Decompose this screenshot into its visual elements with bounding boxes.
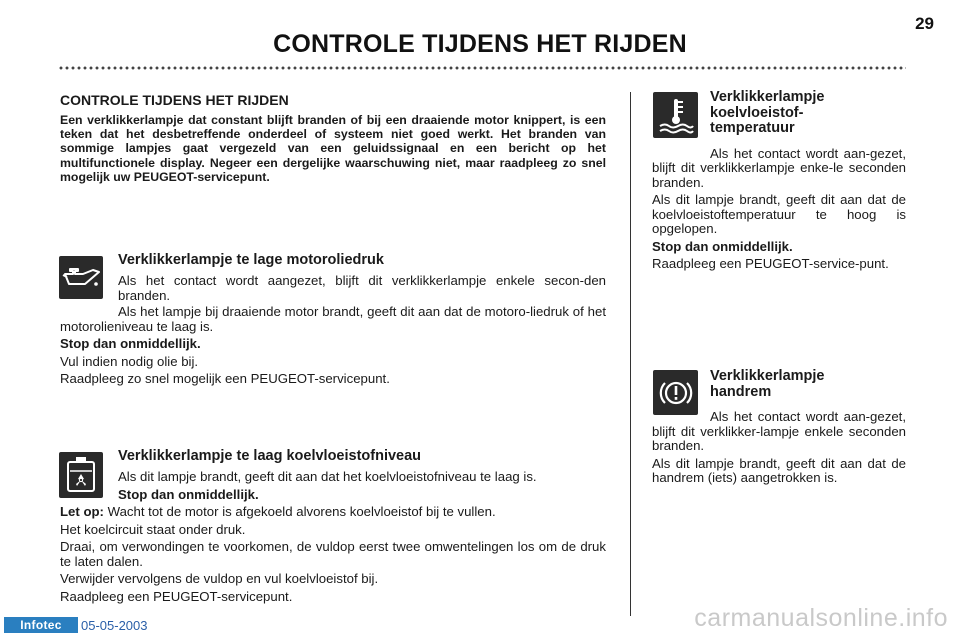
intro-body: Een verklikkerlampje dat constant blijft branden of bij een draaiende motor knippert, is een teken dat het desbetreffende onderdeel of systeem niet goed werkt. Het branden van sommige lampjes gaat vergezeld van een geluidssignaal en een bericht op het multifunctionele display. Negeer een dergelijke waarschuwing niet, maar raadpleeg zo snel mogelijk uw PEUGEOT-servicepunt.: [60, 113, 606, 184]
handbrake-p1: Als het contact wordt aan-gezet, blijft dit verklikker-lampje enkele seconden branden.: [652, 409, 906, 453]
coolant-level-p6: Verwijder vervolgens de vuldop en vul koelvloeistof bij.: [60, 571, 379, 586]
oil-p2: Als het lampje bij draaiende motor brandt, geeft dit aan dat de motoro-liedruk of het motorolieniveau te laag is.: [60, 304, 606, 334]
let-op-text: Wacht tot de motor is afgekoeld alvorens koelvloeistof bij te vullen.: [103, 504, 496, 519]
watermark: carmanualsonline.info: [694, 604, 948, 632]
coolant-temp-title-3: temperatuur: [710, 120, 795, 136]
page-number: 29: [915, 14, 934, 33]
oil-title: Verklikkerlampje te lage motoroliedruk: [118, 252, 384, 268]
coolant-level-title: Verklikkerlampje te laag koelvloeistofniveau: [118, 448, 422, 464]
infotec-logo: Infotec: [4, 617, 78, 633]
column-divider: [630, 92, 631, 616]
coolant-level-p5: Draai, om verwondingen te voorkomen, de vuldop eerst twee omwentelingen los om de druk te laten dalen.: [60, 539, 606, 569]
oil-p1: Als het contact wordt aangezet, blijft dit verklikkerlampje enkele secon-den branden.: [118, 273, 606, 303]
coolant-level-p2: Stop dan onmiddellijk.: [118, 486, 259, 502]
coolant-temp-p1: Als het contact wordt aan-gezet, blijft dit verklikkerlampje enke-le seconden branden.: [652, 145, 906, 190]
coolant-level-section: [60, 448, 606, 604]
handbrake-title-1: Verklikkerlampje: [710, 368, 825, 384]
intro-section: [60, 92, 606, 184]
dotted-divider: [58, 66, 906, 70]
coolant-temp-section: [652, 90, 906, 272]
handbrake-p2: Als dit lampje brandt, geeft dit aan dat de handrem (iets) aangetrokken is.: [652, 455, 906, 485]
coolant-level-p7: Raadpleeg een PEUGEOT-servicepunt.: [60, 588, 293, 604]
coolant-level-p4: Het koelcircuit staat onder druk.: [60, 521, 246, 537]
coolant-temp-p4: Raadpleeg een PEUGEOT-service-punt.: [652, 256, 889, 271]
handbrake-section: [652, 369, 906, 486]
oil-pressure-section: [60, 252, 606, 387]
coolant-temp-p2: Als dit lampje brandt, geeft dit aan dat de koelvloeistoftemperatuur te hoog is opgelopen.: [652, 192, 906, 236]
intro-title: CONTROLE TIJDENS HET RIJDEN: [60, 92, 289, 108]
let-op-label: Let op:: [60, 504, 104, 519]
coolant-temp-title-1: Verklikkerlampje: [710, 89, 825, 105]
oil-p4: Vul indien nodig olie bij.: [60, 353, 199, 369]
coolant-level-p1: Als dit lampje brandt, geeft dit aan dat het koelvloeistofniveau te laag is.: [118, 469, 537, 484]
handbrake-title-2: handrem: [710, 383, 772, 400]
oil-p3: Stop dan onmiddellijk.: [60, 336, 201, 351]
coolant-temp-p3: Stop dan onmiddellijk.: [652, 238, 793, 254]
footer-date: 05-05-2003: [81, 618, 148, 633]
oil-p5: Raadpleeg zo snel mogelijk een PEUGEOT-servicepunt.: [60, 371, 390, 386]
page-title: CONTROLE TIJDENS HET RIJDEN: [273, 30, 687, 58]
coolant-temp-title-2: koelvloeistof-: [710, 104, 804, 121]
coolant-level-p3: [60, 505, 606, 520]
